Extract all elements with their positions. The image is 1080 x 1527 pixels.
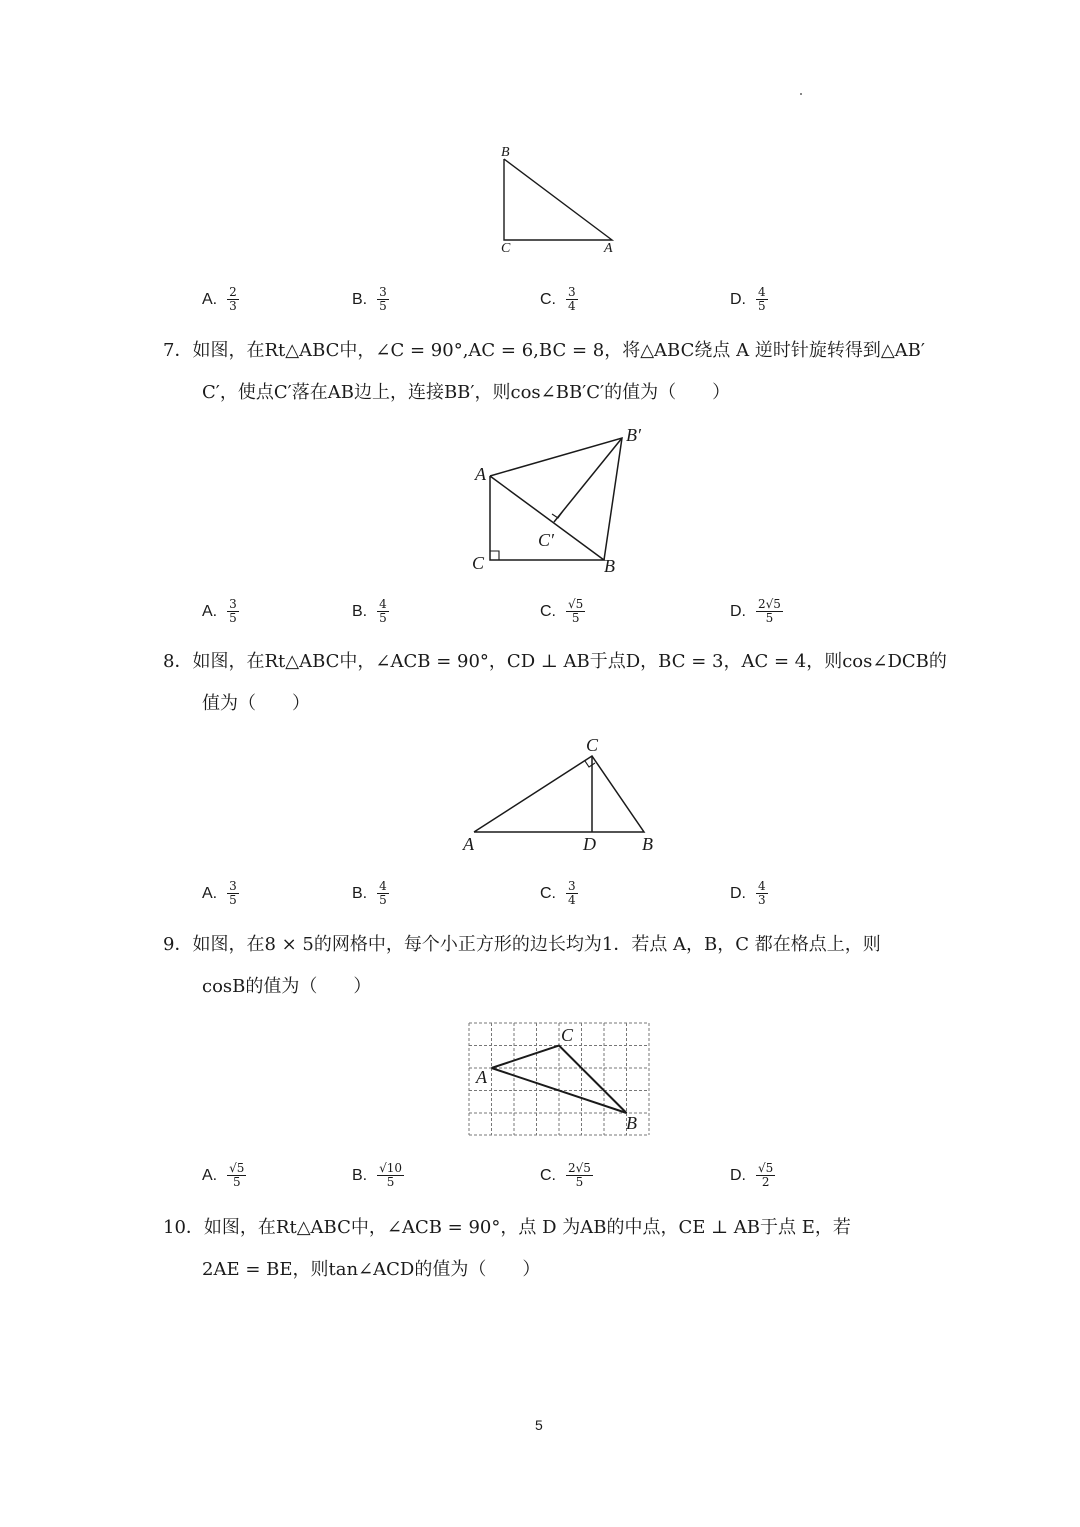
- option-label: C.: [540, 602, 556, 620]
- numerator: 2: [229, 285, 237, 299]
- fraction: [756, 598, 783, 625]
- q10-stem-line-1: 10．如图，在Rt△ABC中，∠ACB = 90°，点 D 为AB的中点，CE ⊥ AB于点 E，若: [163, 1217, 851, 1238]
- denominator: 3: [229, 299, 237, 313]
- q8-label-a: A: [463, 834, 474, 854]
- option-label: C.: [540, 1166, 556, 1184]
- q7-stem-line-2: C′，使点C′落在AB边上，连接BB′，则cos∠BB′C′的值为（ ）: [202, 382, 731, 403]
- fraction: [377, 1162, 404, 1189]
- denominator: 5: [379, 893, 387, 907]
- numerator: 3: [568, 879, 576, 893]
- numerator: 3: [229, 879, 237, 893]
- numerator: 3: [568, 285, 576, 299]
- denominator: 5: [765, 611, 774, 625]
- q6-option-d[interactable]: [730, 286, 768, 313]
- fraction: [566, 880, 578, 907]
- numerator: 3: [229, 597, 237, 611]
- q8-label-d: D: [583, 834, 596, 854]
- fraction: [227, 286, 239, 313]
- denominator: 5: [229, 611, 237, 625]
- q8-stem-line-1: 8．如图，在Rt△ABC中，∠ACB = 90°，CD ⊥ AB于点D，BC = 3，AC = 4，则cos∠DCB的: [163, 651, 947, 672]
- q9-grid-figure: [465, 1018, 655, 1140]
- q8-option-d[interactable]: [730, 880, 768, 907]
- q7-label-b: B: [604, 556, 615, 576]
- q9-option-d[interactable]: [730, 1162, 775, 1189]
- numerator: 4: [379, 879, 387, 893]
- numerator: 4: [758, 285, 766, 299]
- numerator: 2√5: [568, 1161, 591, 1175]
- option-label: D.: [730, 884, 746, 902]
- denominator: 5: [575, 1175, 584, 1189]
- numerator: 4: [379, 597, 387, 611]
- option-label: B.: [352, 602, 368, 620]
- fraction: [377, 598, 389, 625]
- q7-label-a: A: [475, 464, 486, 484]
- fraction: [227, 1162, 246, 1189]
- q7-option-d[interactable]: [730, 598, 783, 625]
- option-label: B.: [352, 1166, 368, 1184]
- fraction: [227, 598, 239, 625]
- q9-option-a[interactable]: [202, 1162, 246, 1189]
- numerator: √5: [229, 1161, 245, 1175]
- fraction: [756, 286, 768, 313]
- q8-label-b: B: [642, 834, 653, 854]
- option-label: A.: [202, 602, 218, 620]
- q8-stem-line-2: 值为（ ）: [202, 693, 310, 714]
- fraction: [566, 598, 585, 625]
- q6-label-b: B: [501, 145, 510, 160]
- option-label: A.: [202, 1166, 218, 1184]
- denominator: 5: [386, 1175, 395, 1189]
- q8-option-c[interactable]: [540, 880, 578, 907]
- q6-option-a[interactable]: [202, 286, 239, 313]
- q7-option-b[interactable]: [352, 598, 389, 625]
- option-label: B.: [352, 290, 368, 308]
- q7-label-c-prime: C′: [538, 530, 554, 550]
- q6-label-c: C: [501, 241, 511, 256]
- q9-grid-lines: [469, 1023, 649, 1135]
- numerator: 3: [379, 285, 387, 299]
- numerator: √10: [379, 1161, 403, 1175]
- denominator: 5: [379, 611, 387, 625]
- q10-stem-line-2: 2AE = BE，则tan∠ACD的值为（ ）: [202, 1259, 541, 1280]
- q7-option-a[interactable]: [202, 598, 239, 625]
- q6-triangle-figure: [490, 140, 630, 260]
- option-label: C.: [540, 290, 556, 308]
- denominator: 5: [232, 1175, 241, 1189]
- fraction: [566, 286, 578, 313]
- q8-option-a[interactable]: [202, 880, 239, 907]
- q9-stem-line-2: cosB的值为（ ）: [202, 976, 372, 997]
- denominator: 5: [758, 299, 766, 313]
- q8-altitude-figure: [455, 733, 670, 858]
- fraction: [756, 1162, 775, 1189]
- q7-stem-line-1: 7．如图，在Rt△ABC中，∠C = 90°,AC = 6,BC = 8，将△ABC绕点 A 逆时针旋转得到△AB′: [163, 340, 925, 361]
- option-label: D.: [730, 290, 746, 308]
- denominator: 5: [379, 299, 387, 313]
- denominator: 2: [761, 1175, 770, 1189]
- option-label: B.: [352, 884, 368, 902]
- option-label: A.: [202, 884, 218, 902]
- q7-option-c[interactable]: [540, 598, 585, 625]
- option-label: A.: [202, 290, 218, 308]
- denominator: 4: [568, 893, 576, 907]
- option-label: C.: [540, 884, 556, 902]
- q7-label-c: C: [472, 553, 485, 573]
- q7-rotation-figure: [462, 418, 662, 583]
- q9-label-c: C: [561, 1025, 574, 1045]
- fraction: [756, 880, 768, 907]
- numerator: √5: [758, 1161, 774, 1175]
- numerator: √5: [568, 597, 584, 611]
- scan-speck: [800, 93, 802, 95]
- q6-option-c[interactable]: [540, 286, 578, 313]
- option-label: D.: [730, 1166, 746, 1184]
- q7-label-b-prime: B′: [626, 425, 641, 445]
- q6-option-b[interactable]: [352, 286, 389, 313]
- fraction: [566, 1162, 593, 1189]
- q6-label-a: A: [604, 241, 613, 256]
- q9-label-a: A: [476, 1067, 487, 1087]
- denominator: 4: [568, 299, 576, 313]
- q9-label-b: B: [626, 1113, 637, 1133]
- q9-option-b[interactable]: [352, 1162, 404, 1189]
- q9-stem-line-1: 9．如图，在8 × 5的网格中，每个小正方形的边长均为1．若点 A，B，C 都在格点上，则: [163, 934, 881, 955]
- q9-option-c[interactable]: [540, 1162, 593, 1189]
- denominator: 5: [229, 893, 237, 907]
- option-label: D.: [730, 602, 746, 620]
- numerator: 4: [758, 879, 766, 893]
- denominator: 5: [571, 611, 580, 625]
- fraction: [377, 880, 389, 907]
- denominator: 3: [758, 893, 766, 907]
- q8-option-b[interactable]: [352, 880, 389, 907]
- numerator: 2√5: [758, 597, 781, 611]
- q8-label-c: C: [586, 735, 599, 755]
- fraction: [377, 286, 389, 313]
- fraction: [227, 880, 239, 907]
- page-number: 5: [535, 1417, 543, 1433]
